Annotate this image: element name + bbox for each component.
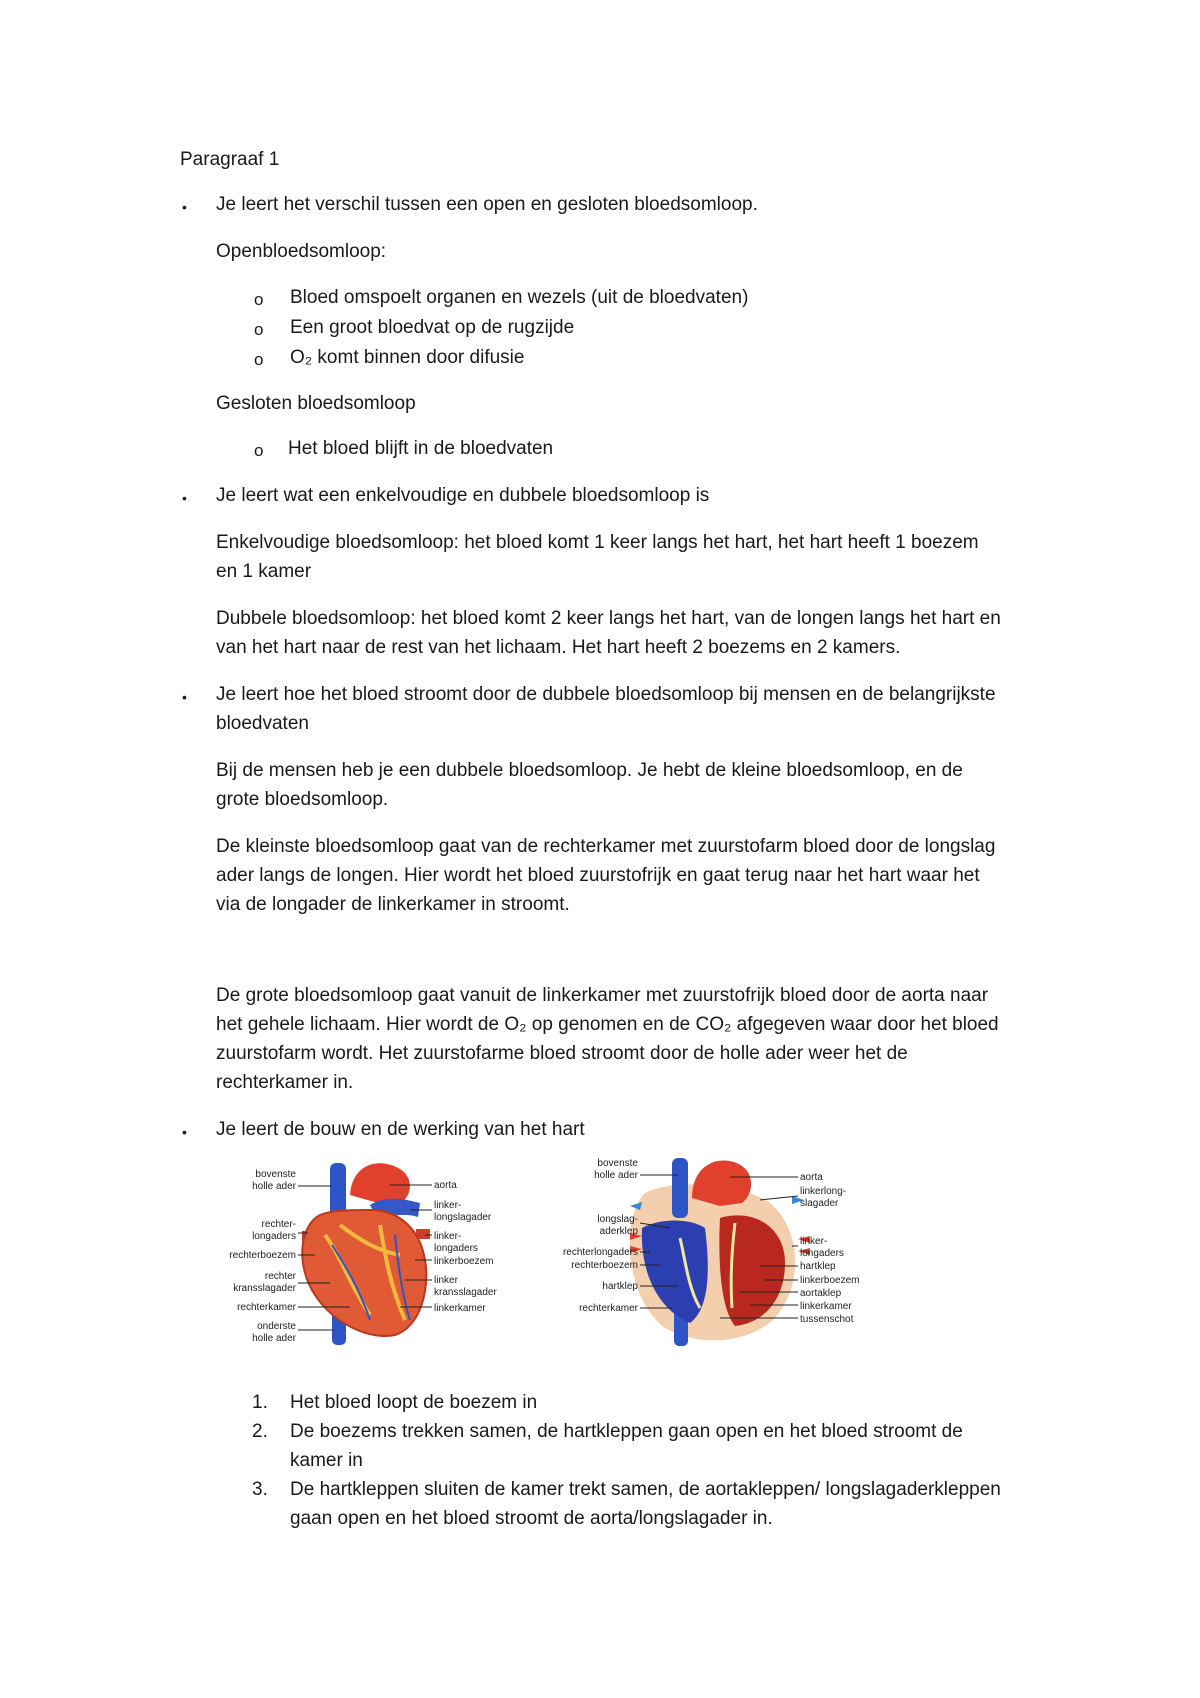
single-circulation-line: Enkelvoudige bloedsomloop: het bloed komt 1 keer langs het hart, het hart heeft 1 boezem <box>216 532 979 553</box>
label-left-pulmonary-veins: linker- <box>800 1236 828 1247</box>
label-inferior-vena-cava: onderste <box>257 1321 296 1332</box>
open-item: Bloed omspoelt organen en wezels (uit de bloedvaten) <box>290 287 749 308</box>
section1-bullet: Je leert het verschil tussen een open en gesloten bloedsomloop. <box>216 194 758 215</box>
label-right-ventricle: rechterkamer <box>579 1303 638 1314</box>
label-left-ventricle: linkerkamer <box>434 1303 486 1314</box>
label-tricuspid-valve: hartklep <box>602 1281 638 1292</box>
label-left-pulmonary-veins: linker- <box>434 1231 462 1242</box>
step-number: 3. <box>252 1479 268 1500</box>
label-left-pulmonary-artery: linker- <box>434 1200 462 1211</box>
label-right-pulmonary-veins: rechterlongaders <box>562 1247 638 1258</box>
label-left-pulmonary-artery: slagader <box>800 1198 839 1209</box>
step-text: De boezems trekken samen, de hartkleppen gaan open en het bloed stroomt de <box>290 1421 963 1442</box>
sub-bullet-marker: o <box>254 350 264 369</box>
open-circulation-title: Openbloedsomloop: <box>216 241 387 262</box>
sub-bullet-marker: o <box>254 320 264 339</box>
paragraph-line: Bij de mensen heb je een dubbele bloedsomloop. Je hebt de kleine bloedsomloop, en de <box>216 760 963 781</box>
aorta-shape <box>692 1160 751 1206</box>
label-right-atrium: rechterboezem <box>229 1250 296 1261</box>
section4-bullet: Je leert de bouw en de werking van het hart <box>216 1119 585 1140</box>
label-superior-vena-cava: bovenste <box>597 1158 638 1169</box>
label-aorta: aorta <box>434 1180 457 1191</box>
paragraph-line: De grote bloedsomloop gaat vanuit de linkerkamer met zuurstofrijk bloed door de aorta naar <box>216 985 989 1006</box>
heading: Paragraaf 1 <box>180 149 280 170</box>
single-circulation-line: en 1 kamer <box>216 561 312 582</box>
open-item: O₂ komt binnen door difusie <box>290 347 525 368</box>
sub-bullet-marker: o <box>254 290 264 309</box>
paragraph-line: rechterkamer in. <box>216 1072 354 1093</box>
label-left-pulmonary-artery: longslagader <box>434 1212 492 1223</box>
label-left-pulmonary-artery: linkerlong- <box>800 1186 847 1197</box>
label-septum: tussenschot <box>800 1314 854 1325</box>
step-number: 2. <box>252 1421 268 1442</box>
step-text: Het bloed loopt de boezem in <box>290 1392 538 1413</box>
sub-bullet-marker: o <box>254 441 264 460</box>
label-right-atrium: rechterboezem <box>571 1260 638 1271</box>
label-pulmonary-valve: longslag- <box>597 1214 638 1225</box>
paragraph-line: via de longader de linkerkamer in stroomt. <box>216 894 570 915</box>
paragraph-line: ader langs de longen. Hier wordt het bloed zuurstofrijk en gaat terug naar het hart waar het <box>216 865 980 886</box>
heart-body-shape <box>302 1210 426 1336</box>
label-left-atrium: linkerboezem <box>434 1256 494 1267</box>
bullet-marker: • <box>182 1124 187 1140</box>
label-mitral-valve: hartklep <box>800 1261 836 1272</box>
label-left-pulmonary-veins: longaders <box>434 1243 478 1254</box>
heart-cross-section-figure <box>560 1148 900 1348</box>
label-left-coronary-artery: linker <box>434 1275 458 1286</box>
label-superior-vena-cava: holle ader <box>252 1181 296 1192</box>
bullet-marker: • <box>182 490 187 506</box>
superior-vena-cava-shape <box>672 1158 688 1218</box>
label-aortic-valve: aortaklep <box>800 1288 842 1299</box>
step-text: gaan open en het bloed stroomt de aorta/longslagader in. <box>290 1508 773 1529</box>
label-right-pulmonary-veins: rechter- <box>261 1219 296 1230</box>
label-right-coronary-artery: kransslagader <box>233 1283 296 1294</box>
label-left-atrium: linkerboezem <box>800 1275 860 1286</box>
section2-bullet: Je leert wat een enkelvoudige en dubbele bloedsomloop is <box>216 485 710 506</box>
section3-bullet: bloedvaten <box>216 713 309 734</box>
paragraph-line: De kleinste bloedsomloop gaat van de rechterkamer met zuurstofarm bloed door de longslag <box>216 836 996 857</box>
step-number: 1. <box>252 1392 268 1413</box>
label-left-coronary-artery: kransslagader <box>434 1287 497 1298</box>
bullet-marker: • <box>182 689 187 705</box>
heart-external-figure <box>220 1155 560 1350</box>
paragraph-line: zuurstofarm wordt. Het zuurstofarme bloed stroomt door de holle ader weer het de <box>216 1043 908 1064</box>
section3-bullet: Je leert hoe het bloed stroomt door de dubbele bloedsomloop bij mensen en de belangrijkste <box>216 684 996 705</box>
bullet-marker: • <box>182 199 187 215</box>
label-right-ventricle: rechterkamer <box>237 1302 296 1313</box>
paragraph-line: het gehele lichaam. Hier wordt de O₂ op genomen en de CO₂ afgegeven waar door het bloed <box>216 1014 999 1035</box>
label-superior-vena-cava: bovenste <box>255 1169 296 1180</box>
aorta-shape <box>350 1163 410 1205</box>
label-pulmonary-valve: aderklep <box>599 1226 638 1237</box>
step-text: De hartkleppen sluiten de kamer trekt samen, de aortakleppen/ longslagaderkleppen <box>290 1479 1001 1500</box>
paragraph-line: grote bloedsomloop. <box>216 789 389 810</box>
label-left-ventricle: linkerkamer <box>800 1301 852 1312</box>
open-item: Een groot bloedvat op de rugzijde <box>290 317 575 338</box>
double-circulation-line: Dubbele bloedsomloop: het bloed komt 2 keer langs het hart, van de longen langs het hart en <box>216 608 1001 629</box>
step-text: kamer in <box>290 1450 363 1471</box>
label-aorta: aorta <box>800 1172 823 1183</box>
closed-circulation-title: Gesloten bloedsomloop <box>216 393 416 414</box>
double-circulation-line: van het hart naar de rest van het lichaam. Het hart heeft 2 boezems en 2 kamers. <box>216 637 901 658</box>
label-right-coronary-artery: rechter <box>264 1271 296 1282</box>
label-left-pulmonary-veins: longaders <box>800 1248 844 1259</box>
label-superior-vena-cava: holle ader <box>594 1170 638 1181</box>
label-inferior-vena-cava: holle ader <box>252 1333 296 1344</box>
label-right-pulmonary-veins: longaders <box>252 1231 296 1242</box>
closed-item: Het bloed blijft in de bloedvaten <box>288 438 554 459</box>
